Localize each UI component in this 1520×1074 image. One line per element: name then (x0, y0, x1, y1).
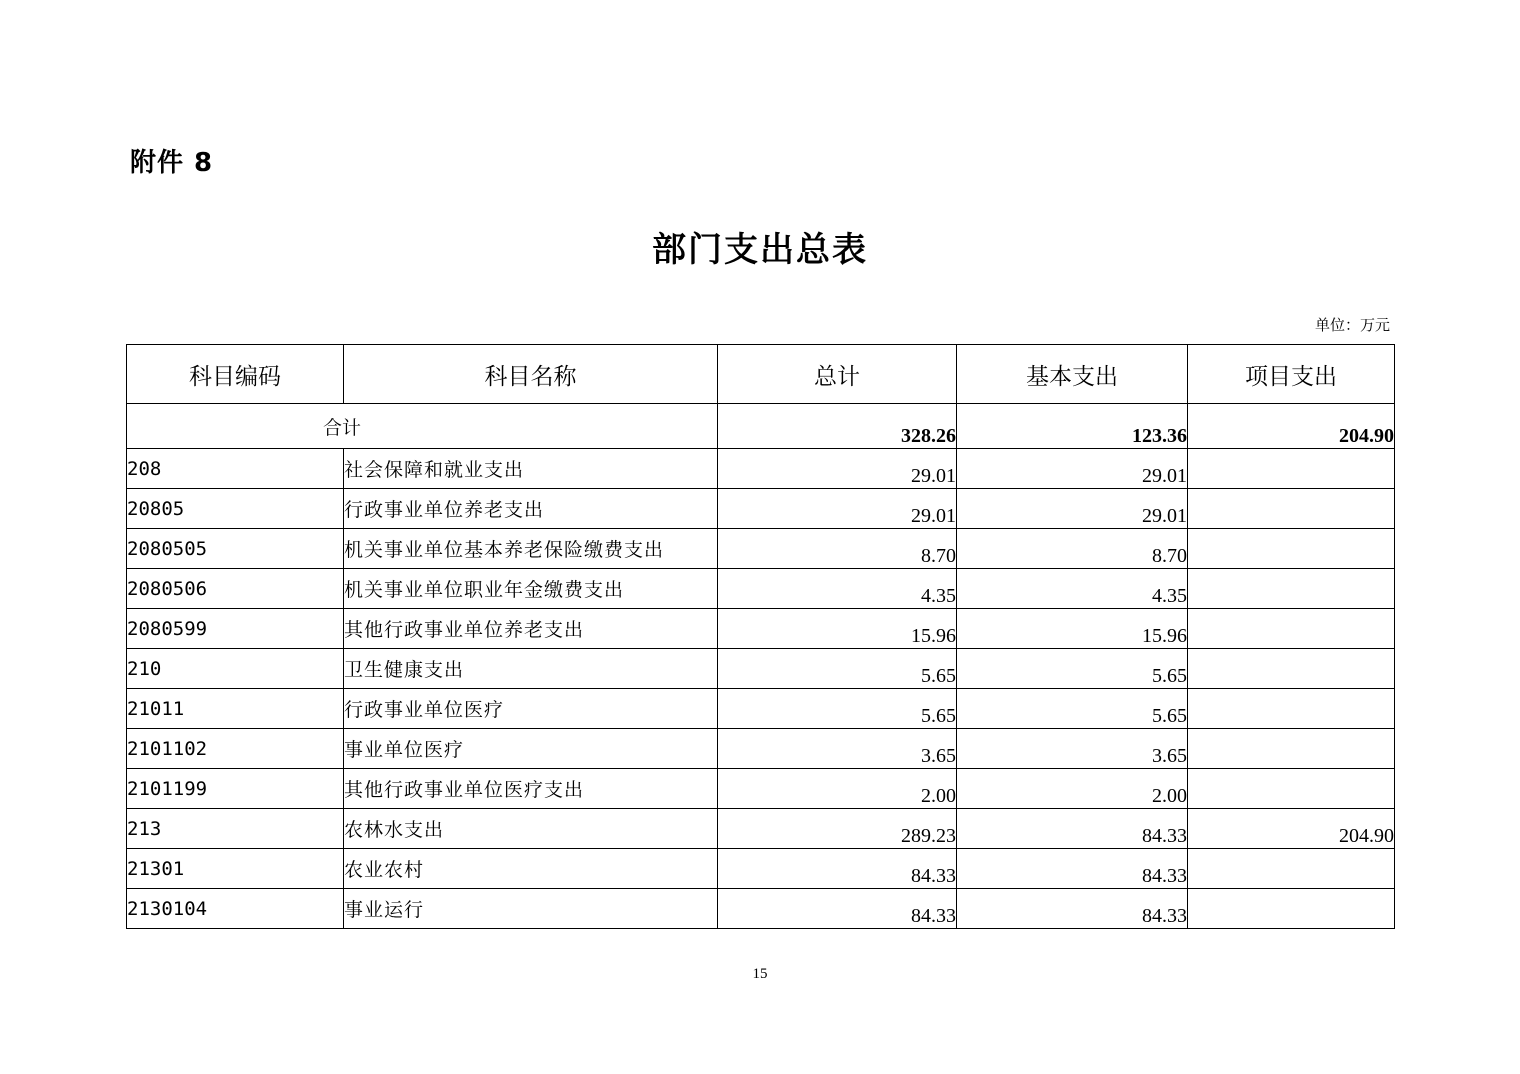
row-name: 机关事业单位基本养老保险缴费支出 (344, 529, 718, 569)
row-project (1188, 769, 1395, 809)
table-row (127, 449, 1395, 489)
row-code: 208 (127, 449, 344, 489)
unit-label: 单位：万元 (1314, 316, 1390, 334)
total-sum: 328.26 (718, 404, 957, 449)
row-total: 84.33 (718, 889, 957, 929)
row-name: 卫生健康支出 (344, 649, 718, 689)
row-project (1188, 889, 1395, 929)
row-code: 2080506 (127, 569, 344, 609)
attachment-label: 附件 8 (130, 148, 214, 178)
row-code: 213 (127, 809, 344, 849)
row-total: 29.01 (718, 489, 957, 529)
table-row (127, 529, 1395, 569)
row-basic: 84.33 (957, 889, 1188, 929)
row-name: 社会保障和就业支出 (344, 449, 718, 489)
header-name: 科目名称 (344, 345, 718, 404)
row-name: 行政事业单位医疗 (344, 689, 718, 729)
row-code: 21301 (127, 849, 344, 889)
table-row (127, 729, 1395, 769)
header-code: 科目编码 (127, 345, 344, 404)
row-basic: 5.65 (957, 649, 1188, 689)
row-name: 其他行政事业单位医疗支出 (344, 769, 718, 809)
row-code: 2080599 (127, 609, 344, 649)
row-name: 其他行政事业单位养老支出 (344, 609, 718, 649)
total-row (127, 404, 1395, 449)
row-code: 2130104 (127, 889, 344, 929)
row-basic: 3.65 (957, 729, 1188, 769)
header-project: 项目支出 (1188, 345, 1395, 404)
row-name: 机关事业单位职业年金缴费支出 (344, 569, 718, 609)
row-project (1188, 649, 1395, 689)
row-code: 2080505 (127, 529, 344, 569)
row-code: 20805 (127, 489, 344, 529)
row-name: 行政事业单位养老支出 (344, 489, 718, 529)
row-code: 210 (127, 649, 344, 689)
row-name: 农业农村 (344, 849, 718, 889)
row-total: 5.65 (718, 649, 957, 689)
table-row (127, 769, 1395, 809)
row-project (1188, 849, 1395, 889)
row-project (1188, 529, 1395, 569)
row-project (1188, 449, 1395, 489)
header-basic: 基本支出 (957, 345, 1188, 404)
row-basic: 84.33 (957, 809, 1188, 849)
row-code: 2101199 (127, 769, 344, 809)
row-name: 事业单位医疗 (344, 729, 718, 769)
table-row (127, 889, 1395, 929)
row-total: 289.23 (718, 809, 957, 849)
table-row (127, 689, 1395, 729)
row-project: 204.90 (1188, 809, 1395, 849)
row-basic: 15.96 (957, 609, 1188, 649)
table-row (127, 609, 1395, 649)
table-row (127, 569, 1395, 609)
row-project (1188, 609, 1395, 649)
row-basic: 8.70 (957, 529, 1188, 569)
row-total: 3.65 (718, 729, 957, 769)
page-number: 15 (752, 966, 768, 982)
row-total: 5.65 (718, 689, 957, 729)
row-name: 农林水支出 (344, 809, 718, 849)
total-basic: 123.36 (957, 404, 1188, 449)
row-code: 2101102 (127, 729, 344, 769)
row-project (1188, 569, 1395, 609)
table-row (127, 489, 1395, 529)
row-name: 事业运行 (344, 889, 718, 929)
row-total: 29.01 (718, 449, 957, 489)
table-row (127, 849, 1395, 889)
table-row (127, 649, 1395, 689)
row-total: 4.35 (718, 569, 957, 609)
row-project (1188, 489, 1395, 529)
row-project (1188, 729, 1395, 769)
table-header-row (127, 345, 1395, 404)
row-total: 15.96 (718, 609, 957, 649)
row-basic: 84.33 (957, 849, 1188, 889)
table-row (127, 809, 1395, 849)
header-total: 总计 (718, 345, 957, 404)
row-basic: 29.01 (957, 489, 1188, 529)
page-title: 部门支出总表 (652, 230, 868, 270)
row-basic: 5.65 (957, 689, 1188, 729)
total-label: 合计 (127, 404, 718, 449)
row-basic: 4.35 (957, 569, 1188, 609)
row-basic: 29.01 (957, 449, 1188, 489)
row-code: 21011 (127, 689, 344, 729)
total-project: 204.90 (1188, 404, 1395, 449)
row-project (1188, 689, 1395, 729)
row-total: 8.70 (718, 529, 957, 569)
row-total: 2.00 (718, 769, 957, 809)
row-total: 84.33 (718, 849, 957, 889)
expenditure-table (126, 344, 1395, 929)
row-basic: 2.00 (957, 769, 1188, 809)
